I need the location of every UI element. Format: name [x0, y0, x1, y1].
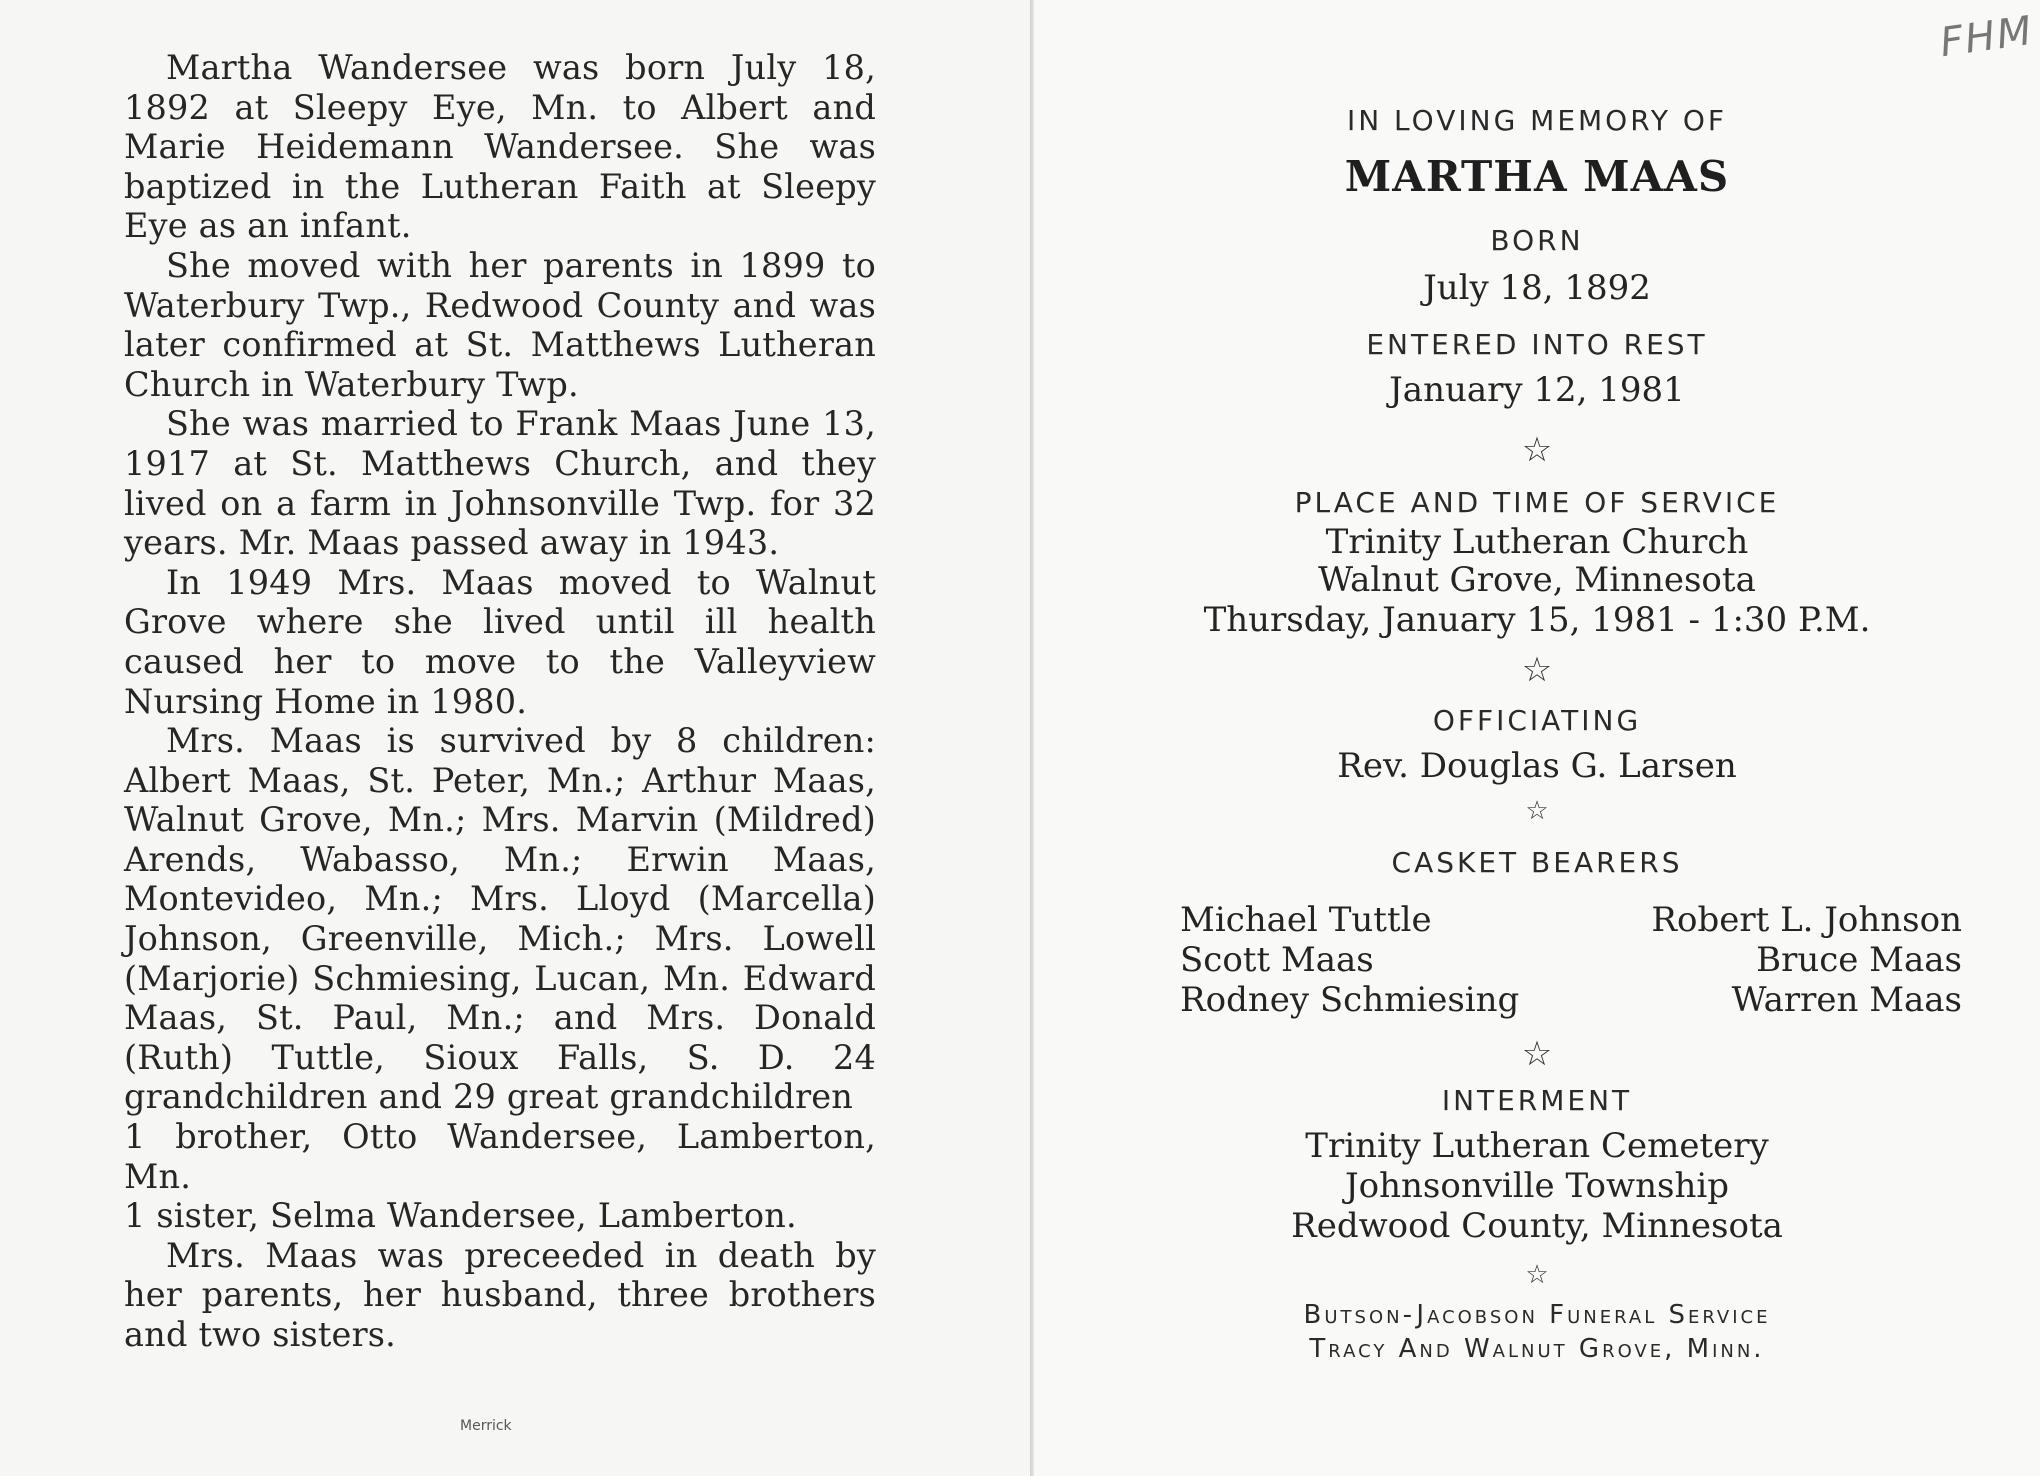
obituary-text: [124, 48, 876, 1355]
obituary-paragraph-sister: 1 sister, Selma Wandersee, Lamberton.: [124, 1196, 797, 1236]
service-church: Trinity Lutheran Church: [1325, 522, 1749, 562]
obituary-paragraph-brother: 1 brother, Otto Wandersee, Lamberton, Mn.: [124, 1117, 876, 1196]
bearer-left-1: Michael Tuttle: [1180, 900, 1432, 940]
star-icon: ☆: [1525, 1260, 1549, 1290]
interment-township: Johnsonville Township: [1345, 1166, 1729, 1206]
rest-label: ENTERED INTO REST: [1366, 328, 1708, 361]
memorial-card-page: [1034, 0, 2040, 1476]
born-date: July 18, 1892: [1423, 268, 1651, 308]
interment-county: Redwood County, Minnesota: [1291, 1206, 1783, 1246]
service-datetime: Thursday, January 15, 1981 - 1:30 P.M.: [1203, 600, 1871, 640]
memory-heading: IN LOVING MEMORY OF: [1346, 104, 1728, 137]
rest-date: January 12, 1981: [1389, 370, 1685, 410]
bearer-left-3: Rodney Schmiesing: [1180, 980, 1520, 1020]
officiating-label: OFFICIATING: [1432, 704, 1642, 737]
star-icon: ☆: [1521, 430, 1553, 470]
obituary-paragraph-move: In 1949 Mrs. Maas moved to Walnut Grove where she lived until ill health caused her to move to the Valleyview Nursing Home in 1980.: [124, 562, 876, 721]
star-icon: ☆: [1521, 650, 1553, 690]
bearers-label: CASKET BEARERS: [1391, 846, 1683, 879]
interment-cemetery: Trinity Lutheran Cemetery: [1305, 1126, 1769, 1166]
bearer-right-1: Robert L. Johnson: [1651, 900, 1962, 940]
obituary-paragraph-survivors: Mrs. Maas is survived by 8 children: Albert Maas, St. Peter, Mn.; Arthur Maas, Walnut Grove, Mn.; Mrs. Marvin (Mildred) Arends, Wabasso, Mn.; Erwin Maas, Montevideo, Mn.; Mrs. Lloyd (Marcella) Johnson, Greenville, Mich.; Mrs. Lowell (Marjorie) Schmiesing, Lucan, Mn. Edward Maas, St. Paul, Mn.; and Mrs. Donald (Ruth) Tuttle, Sioux Falls, S. D. 24 grandchildren and 29 great grandchildren: [124, 721, 876, 1117]
funeral-home-name: Butson-Jacobson Funeral Service: [1303, 1300, 1771, 1330]
bearer-left-2: Scott Maas: [1180, 940, 1374, 980]
bearer-right-2: Bruce Maas: [1756, 940, 1962, 980]
memorial-card: [1034, 0, 2040, 1476]
born-label: BORN: [1490, 224, 1584, 257]
obituary-paragraph-marriage: She was married to Frank Maas June 13, 1917 at St. Matthews Church, and they lived on a farm in Johnsonville Twp. for 32 years. Mr. Maas passed away in 1943.: [124, 404, 876, 563]
star-icon: ☆: [1525, 796, 1549, 826]
deceased-name: MARTHA MAAS: [1344, 152, 1730, 201]
service-location: Walnut Grove, Minnesota: [1318, 560, 1756, 600]
obituary-paragraph-preceded: Mrs. Maas was preceeded in death by her parents, her husband, three brothers and two sisters.: [124, 1235, 876, 1354]
funeral-home-location: Tracy And Walnut Grove, Minn.: [1309, 1334, 1765, 1364]
printer-mark: Merrick: [460, 1418, 512, 1434]
bearer-right-3: Warren Maas: [1731, 980, 1962, 1020]
obituary-paragraph-birth: Martha Wandersee was born July 18, 1892 at Sleepy Eye, Mn. to Albert and Marie Heidemann Wandersee. She was baptized in the Lutheran Faith at Sleepy Eye as an infant.: [124, 48, 876, 246]
interment-label: INTERMENT: [1441, 1084, 1633, 1117]
handwritten-initials: FHM: [1937, 7, 2037, 67]
officiant-name: Rev. Douglas G. Larsen: [1337, 746, 1737, 786]
star-icon: ☆: [1521, 1034, 1553, 1074]
obituary-paragraph-confirmation: She moved with her parents in 1899 to Waterbury Twp., Redwood County and was later confirmed at St. Matthews Lutheran Church in Waterbury Twp.: [124, 245, 876, 404]
service-label: PLACE AND TIME OF SERVICE: [1294, 486, 1780, 519]
